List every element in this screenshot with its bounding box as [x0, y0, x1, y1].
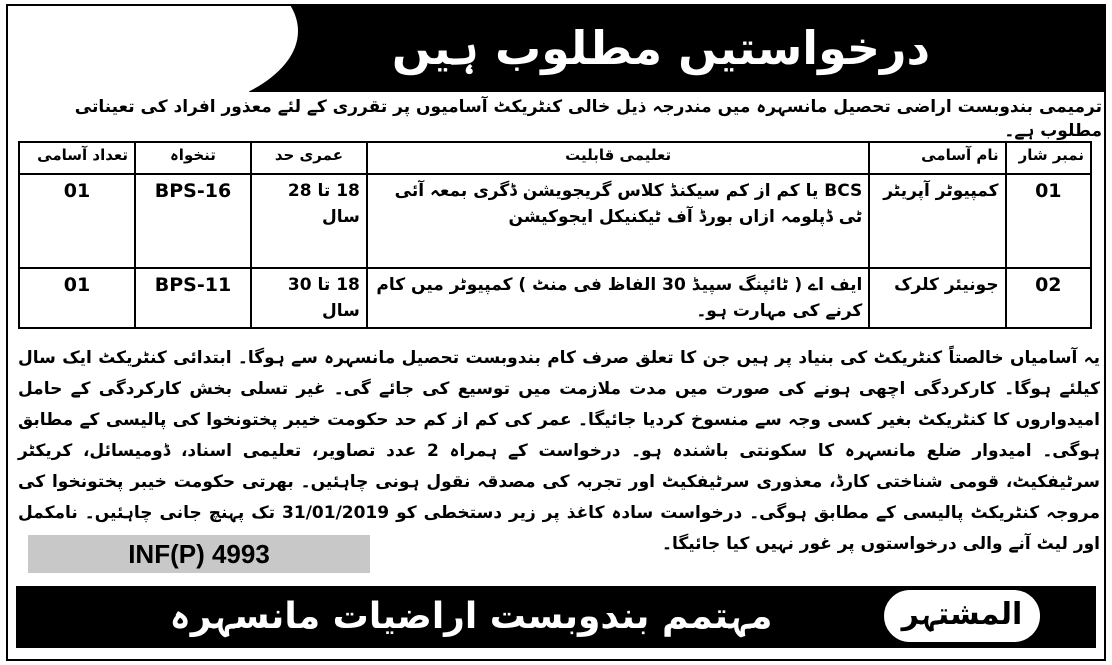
- header-banner: [8, 6, 1104, 92]
- table-row: [19, 174, 1091, 268]
- table-row: [19, 268, 1091, 328]
- col-post: نام آسامی: [869, 142, 1005, 174]
- row-qualification: ایف اے ( ٹائپنگ سپیڈ 30 الفاظ فی منٹ ) کمپیوٹر میں کام کرنے کی مہارت ہو۔: [367, 268, 869, 328]
- col-qualification: تعلیمی قابلیت: [367, 142, 869, 174]
- page-title: درخواستیں مطلوب ہیں: [391, 21, 931, 75]
- col-count: تعداد آسامی: [19, 142, 135, 174]
- terms-paragraph: یہ آسامیاں خالصتاً کنٹریکٹ کی بنیاد پر ہیں جن کا تعلق صرف کام بندوبست تحصیل مانسہرہ سے ہوگا۔ ابتدائی کنٹریکٹ ایک سال کیلئے ہوگا۔ کارکردگی اچھی ہونے کی صورت میں مدت ملازمت میں توسیع کی جائے گی۔ غیر تسلی بخش کارکردگی کے حامل امیدواروں کا کنٹریکٹ بغیر کسی وجہ سے منسوخ کردیا جائیگا۔ عمر کی کم از کم حد حکومت خیبر پختونخوا کی پالیسی کے مطابق ہوگی۔ امیدوار ضلع مانسہرہ کا سکونتی باشندہ ہو۔ درخواست کے ہمراہ 2 عدد تصاویر، تعلیمی اسناد، ڈومیسائل، کریکٹر سرٹیفکیٹ، قومی شناختی کارڈ، معذوری سرٹیفکیٹ اور تجربہ کی مصدقہ نقول ہونی چاہئیں۔ بھرتی حکومت خیبر پختونخوا کی مروجہ کنٹریکٹ پالیسی کے مطابق ہوگی۔ درخواست سادہ کاغذ پر زیر دستخطی کو 31/01/2019 تک پہنچ جانی چاہئیں۔ نامکمل اور لیٹ آنے والی درخواستوں پر غور نہیں کیا جائیگا۔: [18, 348, 1101, 554]
- row-age: 18 تا 30 سال: [251, 268, 367, 328]
- advertiser-stamp: المشتہر: [884, 590, 1040, 642]
- row-qualification: BCS یا کم از کم سیکنڈ کلاس گریجویشن ڈگری بمعہ آئی ٹی ڈپلومہ ازاں بورڈ آف ٹیکنیکل ایجوکیشن: [367, 174, 869, 268]
- col-salary: تنخواہ: [135, 142, 251, 174]
- row-serial: 01: [1006, 174, 1091, 268]
- col-serial: نمبر شار: [1006, 142, 1091, 174]
- footer-banner: [16, 586, 1096, 648]
- row-post: جونیئر کلرک: [869, 268, 1005, 328]
- row-salary: BPS-16: [135, 174, 251, 268]
- row-count: 01: [19, 268, 135, 328]
- row-serial: 02: [1006, 268, 1091, 328]
- row-post: کمپیوٹر آپریٹر: [869, 174, 1005, 268]
- row-count: 01: [19, 174, 135, 268]
- col-age: عمری حد: [251, 142, 367, 174]
- table-header-row: [19, 142, 1091, 174]
- jobs-table: [18, 141, 1092, 329]
- row-age: 18 تا 28 سال: [251, 174, 367, 268]
- footer-title: مہتمم بندوبست اراضیات مانسہرہ: [169, 596, 773, 637]
- row-salary: BPS-11: [135, 268, 251, 328]
- inf-reference-box: INF(P) 4993: [28, 535, 370, 573]
- intro-text: ترمیمی بندوبست اراضی تحصیل مانسہرہ میں مندرجہ ذیل خالی کنٹریکٹ آسامیوں پر تقرری کے لئے معذور افراد کی تعیناتی مطلوب ہے۔: [74, 97, 1102, 141]
